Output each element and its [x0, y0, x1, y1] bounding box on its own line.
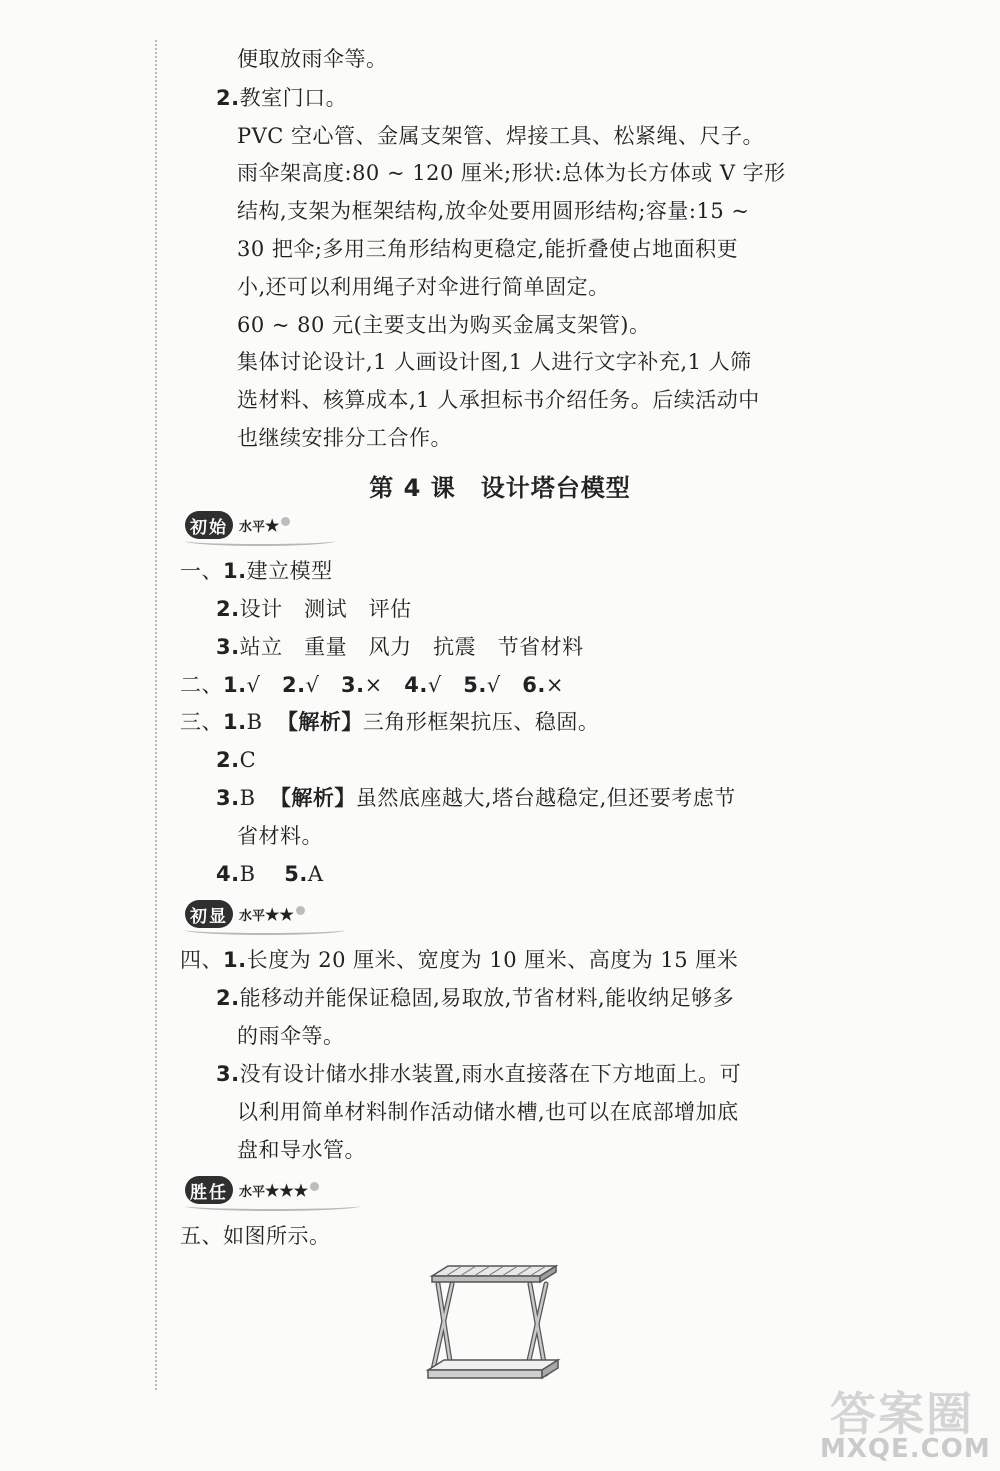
wave-divider: [185, 925, 345, 935]
level-label: 水平: [239, 519, 266, 535]
section-5: 五、如图所示。: [180, 1224, 331, 1248]
design-line: 结构,支架为框架结构,放伞处要用圆形结构;容量:15 ~: [237, 199, 750, 223]
section-4-q1: 四、1.长度为 20 厘米、宽度为 10 厘米、高度为 15 厘米: [180, 948, 739, 972]
section-1-q2: 2.设计 测试 评估: [216, 597, 412, 621]
text-line: 便取放雨伞等。: [237, 47, 388, 71]
section-4-q3-cont: 盘和导水管。: [237, 1138, 366, 1162]
section-4-q3-cont: 以利用简单材料制作活动储水槽,也可以在底部增加底: [237, 1100, 739, 1124]
design-line: 30 把伞;多用三角形结构更稳定,能折叠使占地面积更: [237, 237, 739, 261]
section-1-q1: 一、1.建立模型: [180, 559, 333, 583]
dot-icon: [281, 517, 290, 526]
lesson-title: 第 4 课 设计塔台模型: [369, 474, 631, 502]
dot-icon: [296, 906, 305, 915]
cost-line: 60 ~ 80 元(主要支出为购买金属支架管)。: [237, 313, 651, 337]
section-3-q2: 2.C: [216, 748, 257, 772]
star-icon: ★★★: [265, 1180, 309, 1200]
design-line: 小,还可以利用绳子对伞进行简单固定。: [237, 275, 610, 299]
team-line: 也继续安排分工合作。: [237, 426, 452, 450]
margin-dotted-line: [155, 40, 157, 1390]
wave-divider: [185, 1201, 360, 1211]
umbrella-rack-figure: [418, 1262, 563, 1387]
section-1-q3: 3.站立 重量 风力 抗震 节省材料: [216, 635, 584, 659]
section-3-q3-cont: 省材料。: [237, 824, 323, 848]
watermark-logo: [820, 1378, 995, 1468]
level-badge-text: 初始: [185, 511, 233, 539]
section-3-q3: 3.B 【解析】虽然底座越大,塔台越稳定,但还要考虑节: [216, 786, 736, 810]
materials-line: PVC 空心管、金属支架管、焊接工具、松紧绳、尺子。: [237, 124, 765, 148]
dot-icon: [310, 1182, 319, 1191]
section-4-q2-cont: 的雨伞等。: [237, 1024, 345, 1048]
level-badge-text: 初显: [185, 900, 233, 928]
section-4-q3: 3.没有设计储水排水装置,雨水直接落在下方地面上。可: [216, 1062, 742, 1086]
watermark-url: MXQE.COM: [820, 1434, 991, 1464]
team-line: 集体讨论设计,1 人画设计图,1 人进行文字补充,1 人筛: [237, 350, 752, 374]
answer-item-2: 2.教室门口。: [216, 86, 348, 110]
design-line: 雨伞架高度:80 ~ 120 厘米;形状:总体为长方体或 V 字形: [237, 161, 786, 185]
level-label: 水平: [239, 1184, 266, 1200]
section-2-answers: 二、1.√ 2.√ 3.× 4.√ 5.√ 6.×: [180, 673, 564, 697]
section-3-q1: 三、1.B 【解析】三角形框架抗压、稳固。: [180, 710, 600, 734]
team-line: 选材料、核算成本,1 人承担标书介绍任务。后续活动中: [237, 388, 760, 412]
section-4-q2: 2.能移动并能保证稳固,易取放,节省材料,能收纳足够多: [216, 986, 735, 1010]
star-icon: ★★: [265, 904, 294, 924]
star-icon: ★: [265, 515, 280, 535]
watermark-text: 答案圈: [830, 1387, 974, 1441]
wave-divider: [185, 536, 335, 546]
section-3-q4-q5: 4.B 5.A: [216, 862, 324, 886]
level-badge-text: 胜任: [185, 1176, 233, 1204]
level-label: 水平: [239, 908, 266, 924]
